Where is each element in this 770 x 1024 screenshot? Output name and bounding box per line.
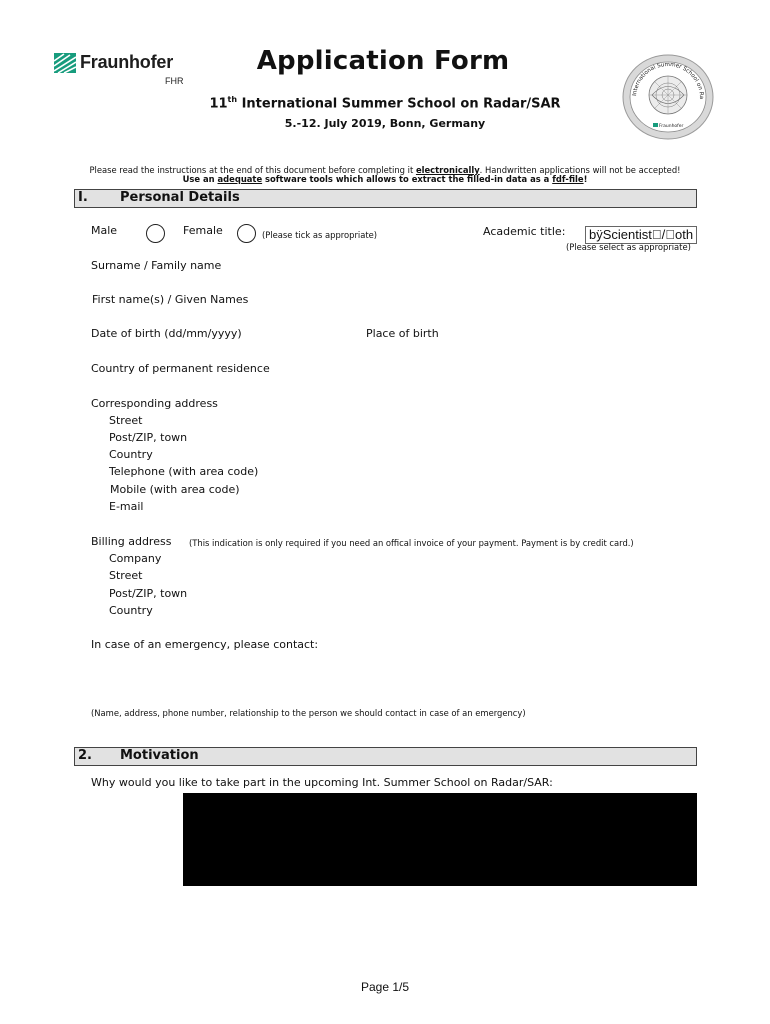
corr-zip-town-label: Post/ZIP, town	[109, 431, 188, 444]
female-label: Female	[183, 224, 223, 237]
motivation-textarea[interactable]	[183, 793, 697, 886]
event-subtitle: 11th International Summer School on Radar/SAR	[209, 95, 561, 112]
corresponding-address-label: Corresponding address	[91, 397, 218, 410]
summer-school-seal-icon	[622, 54, 714, 140]
male-radio[interactable]	[146, 224, 165, 243]
svg-text:International Summer School on: International Summer School on Ra	[632, 61, 705, 100]
surname-label: Surname / Family name	[91, 259, 222, 272]
emergency-hint: (Name, address, phone number, relationship to the person we should contact in case of an emergency)	[91, 708, 526, 718]
billing-country-label: Country	[109, 604, 153, 617]
section-title: Personal Details	[120, 190, 240, 205]
female-radio[interactable]	[237, 224, 256, 243]
academic-title-select[interactable]: bÿScientist / oth	[585, 226, 697, 244]
section-number: I.	[78, 190, 88, 205]
billing-company-label: Company	[109, 552, 162, 565]
corr-country-label: Country	[109, 448, 153, 461]
section-number-2: 2.	[78, 748, 92, 763]
page-number: Page 1/5	[360, 980, 410, 994]
corr-email-label: E-mail	[109, 500, 144, 513]
instruction-line-2: Use an adequate software tools which allows to extract the filled-in data as a fdf-file!	[182, 174, 588, 184]
billing-street-label: Street	[109, 569, 143, 582]
logo-sub: FHR	[165, 76, 184, 86]
country-residence-label: Country of permanent residence	[91, 362, 270, 375]
event-dates: 5.-12. July 2019, Bonn, Germany	[284, 117, 486, 130]
emergency-contact-label: In case of an emergency, please contact:	[91, 638, 319, 651]
logo-name: Fraunhofer	[80, 52, 174, 72]
male-label: Male	[91, 224, 118, 237]
academic-title-label: Academic title:	[483, 225, 566, 238]
section-title-2: Motivation	[120, 748, 199, 763]
select-hint: (Please select as appropriate)	[566, 242, 691, 252]
dob-label: Date of birth (dd/mm/yyyy)	[91, 327, 242, 340]
motivation-question: Why would you like to take part in the upcoming Int. Summer School on Radar/SAR:	[91, 776, 553, 789]
corr-mobile-label: Mobile (with area code)	[110, 483, 240, 496]
billing-zip-town-label: Post/ZIP, town	[109, 587, 188, 600]
svg-text:Fraunhofer: Fraunhofer	[659, 124, 684, 129]
page-title: Application Form	[256, 46, 510, 76]
corr-telephone-label: Telephone (with area code)	[109, 465, 259, 478]
tick-hint: (Please tick as appropriate)	[262, 230, 378, 240]
place-of-birth-label: Place of birth	[366, 327, 439, 340]
billing-address-label: Billing address	[91, 535, 172, 548]
first-names-label: First name(s) / Given Names	[92, 293, 249, 306]
instruction-line-1: Please read the instructions at the end of this document before completing it electronically. Handwritten applications will not be accepted!	[89, 165, 681, 175]
billing-hint: (This indication is only required if you need an offical invoice of your payment. Payment is by credit card.)	[189, 538, 634, 548]
corr-street-label: Street	[109, 414, 143, 427]
